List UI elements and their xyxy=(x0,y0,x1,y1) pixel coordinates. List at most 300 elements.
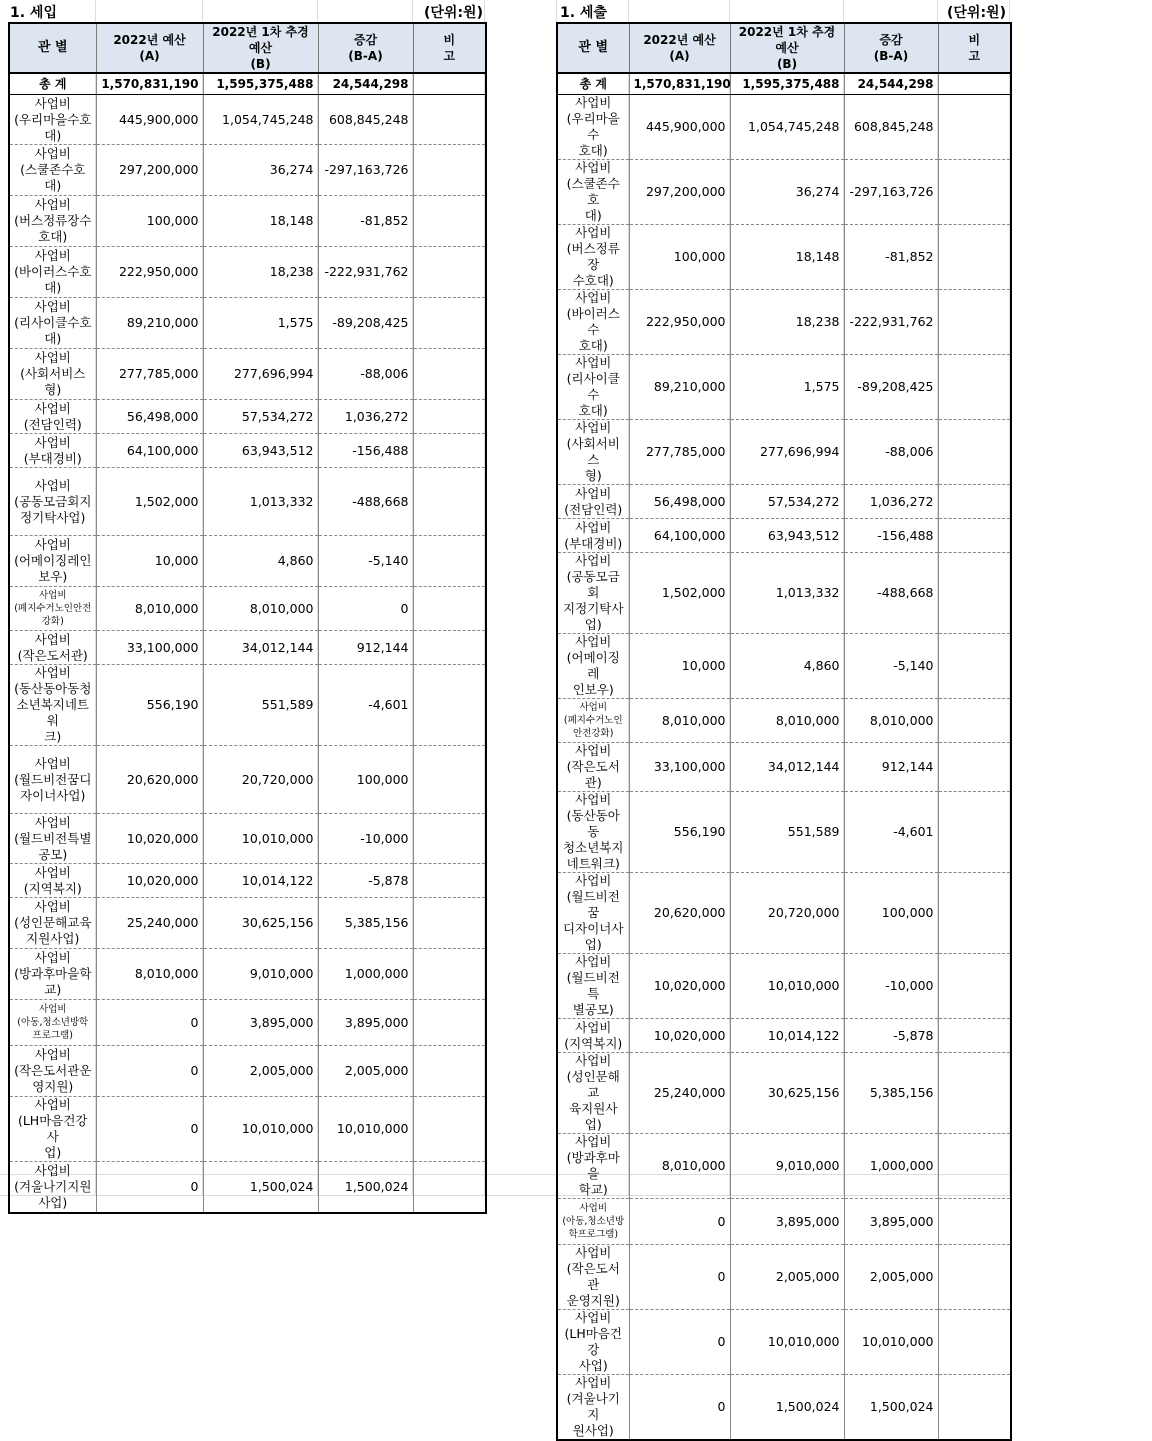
row-diff: 912,144 xyxy=(844,743,938,792)
row-category-line: 사업비 xyxy=(575,1245,612,1260)
row-category-line: 사업) xyxy=(578,1358,608,1373)
row-note xyxy=(938,792,1011,873)
row-category-line: (사회서비스형) xyxy=(20,366,86,397)
row-category-line: 크) xyxy=(44,729,62,744)
row-category xyxy=(9,95,96,145)
row-diff: -488,668 xyxy=(318,468,413,536)
row-note xyxy=(413,1097,486,1162)
table-row xyxy=(9,898,486,949)
row-note xyxy=(938,954,1011,1019)
row-revised: 20,720,000 xyxy=(203,746,318,814)
row-budget: 0 xyxy=(629,1375,730,1441)
row-revised: 63,943,512 xyxy=(203,434,318,468)
row-note xyxy=(413,898,486,949)
row-diff: -222,931,762 xyxy=(318,247,413,298)
row-category-line: 프로그램) xyxy=(32,1030,73,1041)
table-row xyxy=(9,814,486,864)
header-diff: 증감 (B-A) xyxy=(318,23,413,73)
row-budget: 277,785,000 xyxy=(629,420,730,485)
row-revised: 34,012,144 xyxy=(203,631,318,665)
row-budget: 64,100,000 xyxy=(629,519,730,553)
row-category-line: 사업비 xyxy=(575,485,612,501)
row-category xyxy=(9,434,96,468)
total-note xyxy=(413,73,486,95)
row-category xyxy=(557,420,629,485)
row-diff: 5,385,156 xyxy=(318,898,413,949)
table-row xyxy=(9,1046,486,1097)
row-diff: -5,878 xyxy=(318,864,413,898)
row-category-line: 지정기탁사 xyxy=(563,601,624,616)
row-revised: 1,500,024 xyxy=(203,1162,318,1213)
row-category-line: 사업비 xyxy=(34,755,71,771)
row-diff: 1,000,000 xyxy=(844,1134,938,1199)
header-category: 관 별 xyxy=(557,23,629,73)
row-category-line: 인보우) xyxy=(572,682,614,697)
row-budget: 277,785,000 xyxy=(96,349,203,400)
total-label: 총 계 xyxy=(9,73,96,95)
table-row xyxy=(557,485,1011,519)
row-budget: 89,210,000 xyxy=(96,298,203,349)
row-budget: 0 xyxy=(96,1046,203,1097)
row-category-line: (사회서비스 xyxy=(566,436,620,467)
row-category-line: 사업비 xyxy=(575,553,612,568)
row-note xyxy=(413,949,486,1000)
row-category-line: 지원사업) xyxy=(26,931,80,946)
row-revised: 4,860 xyxy=(203,536,318,587)
table-row xyxy=(9,1162,486,1213)
row-budget: 445,900,000 xyxy=(96,95,203,145)
row-category-line: 사업비 xyxy=(34,864,71,880)
row-diff: -10,000 xyxy=(844,954,938,1019)
row-budget: 8,010,000 xyxy=(96,949,203,1000)
row-category-line: 호대) xyxy=(578,403,608,418)
row-revised: 10,010,000 xyxy=(730,954,844,1019)
row-note xyxy=(938,519,1011,553)
row-revised: 3,895,000 xyxy=(730,1199,844,1245)
row-note xyxy=(413,468,486,536)
row-category xyxy=(9,587,96,631)
table-row xyxy=(9,434,486,468)
row-note xyxy=(938,1375,1011,1441)
header-revised: 2022년 1차 추경예산 (B) xyxy=(730,23,844,73)
row-category-line: 사업비 xyxy=(575,160,612,175)
row-category xyxy=(557,954,629,1019)
row-revised: 9,010,000 xyxy=(203,949,318,1000)
row-category xyxy=(9,349,96,400)
row-category-line: 사업비 xyxy=(34,248,71,263)
row-category-line: 사업비 xyxy=(34,950,71,965)
total-revised: 1,595,375,488 xyxy=(730,73,844,95)
row-category xyxy=(557,1245,629,1310)
table-row xyxy=(557,1375,1011,1441)
row-category-line: 호대) xyxy=(578,338,608,353)
row-category-line: 학프로그램) xyxy=(568,1229,619,1240)
row-note xyxy=(413,1046,486,1097)
row-budget: 64,100,000 xyxy=(96,434,203,468)
row-revised: 4,860 xyxy=(730,634,844,699)
row-category-line: (방과후마을학 xyxy=(14,966,92,981)
row-diff: -81,852 xyxy=(844,225,938,290)
row-revised: 10,010,000 xyxy=(730,1310,844,1375)
row-category-line: (어메이징레 xyxy=(566,650,620,681)
expenditure-table xyxy=(556,22,1012,1441)
row-diff: -222,931,762 xyxy=(844,290,938,355)
row-category-line: 사업비 xyxy=(34,434,71,450)
row-budget: 222,950,000 xyxy=(629,290,730,355)
row-category-line: (리사이클수 xyxy=(566,371,620,402)
row-revised: 18,238 xyxy=(203,247,318,298)
row-revised: 551,589 xyxy=(730,792,844,873)
row-budget: 8,010,000 xyxy=(96,587,203,631)
row-category-line: (월드비전꿈 xyxy=(566,889,620,920)
row-note xyxy=(413,631,486,665)
row-category-line: 사업비 xyxy=(34,197,71,212)
row-revised: 18,148 xyxy=(730,225,844,290)
row-budget: 556,190 xyxy=(629,792,730,873)
table-row xyxy=(557,1019,1011,1053)
table-row xyxy=(557,1134,1011,1199)
row-diff: -488,668 xyxy=(844,553,938,634)
row-category-line: 사업비 xyxy=(34,814,71,830)
table-row xyxy=(557,1199,1011,1245)
row-category xyxy=(9,814,96,864)
table-row xyxy=(557,420,1011,485)
row-category-line: 형) xyxy=(584,468,602,483)
row-category-line: (공동모금회지 xyxy=(14,493,92,509)
row-category-line: (LH마음건강 xyxy=(564,1326,622,1357)
row-revised: 34,012,144 xyxy=(730,743,844,792)
row-category xyxy=(9,1162,96,1213)
row-note xyxy=(413,400,486,434)
row-revised: 1,500,024 xyxy=(730,1375,844,1441)
row-category xyxy=(9,631,96,665)
table-row xyxy=(557,873,1011,954)
row-budget: 25,240,000 xyxy=(96,898,203,949)
table-row xyxy=(9,349,486,400)
row-note xyxy=(413,349,486,400)
row-note xyxy=(938,699,1011,743)
row-category-line: (겨울나기지원 xyxy=(14,1178,92,1194)
row-category-line: (리사이클수호 xyxy=(14,315,92,330)
row-note xyxy=(413,298,486,349)
row-category-line: (방과후마을 xyxy=(566,1150,620,1181)
row-category-line: (작은도서관) xyxy=(17,647,88,663)
row-note xyxy=(938,160,1011,225)
row-diff: 1,500,024 xyxy=(844,1375,938,1441)
row-category-line: 사업비 xyxy=(575,954,612,969)
row-revised: 36,274 xyxy=(730,160,844,225)
row-diff: -89,208,425 xyxy=(844,355,938,420)
row-revised: 3,895,000 xyxy=(203,1000,318,1046)
header-budget: 2022년 예산 (A) xyxy=(96,23,203,73)
row-note xyxy=(938,95,1011,160)
table-row xyxy=(557,1310,1011,1375)
table-row xyxy=(557,519,1011,553)
row-budget: 1,502,000 xyxy=(629,553,730,634)
row-category-line: (아동,청소년방 xyxy=(562,1216,625,1227)
row-budget: 8,010,000 xyxy=(629,699,730,743)
row-revised: 30,625,156 xyxy=(730,1053,844,1134)
row-category-line: (바이러스수호 xyxy=(14,264,92,279)
row-category-line: (월드비전특별 xyxy=(14,830,92,846)
row-note xyxy=(413,434,486,468)
row-revised: 57,534,272 xyxy=(203,400,318,434)
table-row xyxy=(9,1000,486,1046)
row-category-line: 원사업) xyxy=(572,1423,614,1438)
row-category-line: 호대) xyxy=(578,143,608,158)
table-row xyxy=(9,631,486,665)
row-diff: -4,601 xyxy=(318,665,413,746)
row-category-line: 대) xyxy=(44,331,62,346)
row-revised: 2,005,000 xyxy=(730,1245,844,1310)
row-diff: 100,000 xyxy=(318,746,413,814)
row-revised: 10,010,000 xyxy=(203,1097,318,1162)
total-note xyxy=(938,73,1011,95)
row-category xyxy=(9,196,96,247)
row-budget: 1,502,000 xyxy=(96,468,203,536)
row-diff: 3,895,000 xyxy=(844,1199,938,1245)
table-row xyxy=(9,665,486,746)
table-row xyxy=(9,587,486,631)
row-diff: 0 xyxy=(318,587,413,631)
row-diff: -5,140 xyxy=(318,536,413,587)
row-category-line: 사업비 xyxy=(579,702,608,713)
row-budget: 20,620,000 xyxy=(629,873,730,954)
row-category xyxy=(557,743,629,792)
row-revised: 20,720,000 xyxy=(730,873,844,954)
row-category-line: (부대경비) xyxy=(23,450,82,466)
row-category xyxy=(9,1000,96,1046)
row-budget: 0 xyxy=(96,1000,203,1046)
row-budget: 100,000 xyxy=(629,225,730,290)
row-category xyxy=(9,1046,96,1097)
row-budget: 556,190 xyxy=(96,665,203,746)
row-budget: 445,900,000 xyxy=(629,95,730,160)
row-budget: 0 xyxy=(96,1162,203,1213)
row-diff: 2,005,000 xyxy=(844,1245,938,1310)
row-revised: 8,010,000 xyxy=(203,587,318,631)
row-note xyxy=(413,145,486,196)
row-category-line: 대) xyxy=(584,208,602,223)
row-budget: 10,000 xyxy=(629,634,730,699)
row-note xyxy=(413,587,486,631)
table-row xyxy=(557,1053,1011,1134)
row-note xyxy=(413,1000,486,1046)
row-note xyxy=(938,1019,1011,1053)
row-revised: 10,014,122 xyxy=(203,864,318,898)
total-budget: 1,570,831,190 xyxy=(629,73,730,95)
table-row xyxy=(557,95,1011,160)
row-category xyxy=(557,355,629,420)
header-note: 비 고 xyxy=(413,23,486,73)
row-category-line: 사업비 xyxy=(38,1004,67,1015)
row-category-line: 수호대) xyxy=(572,273,614,288)
row-category xyxy=(9,247,96,298)
row-category-line: (전담인력) xyxy=(564,501,623,517)
row-diff: 1,036,272 xyxy=(318,400,413,434)
row-budget: 89,210,000 xyxy=(629,355,730,420)
row-note xyxy=(938,420,1011,485)
row-revised: 18,238 xyxy=(730,290,844,355)
row-revised: 18,148 xyxy=(203,196,318,247)
row-revised: 63,943,512 xyxy=(730,519,844,553)
row-note xyxy=(413,864,486,898)
total-revised: 1,595,375,488 xyxy=(203,73,318,95)
row-category-line: 사업비 xyxy=(575,743,612,758)
row-diff: 608,845,248 xyxy=(318,95,413,145)
row-category xyxy=(557,290,629,355)
row-note xyxy=(938,485,1011,519)
table-row xyxy=(9,1097,486,1162)
row-category xyxy=(9,298,96,349)
table-header-row xyxy=(557,23,1011,73)
table-row xyxy=(557,225,1011,290)
row-category-line: 사업비 xyxy=(34,299,71,314)
row-budget: 0 xyxy=(96,1097,203,1162)
row-diff: -297,163,726 xyxy=(844,160,938,225)
row-category-line: (전담인력) xyxy=(23,416,82,432)
row-revised: 1,575 xyxy=(203,298,318,349)
row-category-line: 사업비 xyxy=(575,1053,612,1068)
row-category xyxy=(9,400,96,434)
row-category xyxy=(557,1199,629,1245)
row-category-line: 사업비 xyxy=(575,95,612,110)
row-diff: 10,010,000 xyxy=(844,1310,938,1375)
row-category-line: 사업비 xyxy=(34,537,71,552)
table-row xyxy=(9,196,486,247)
row-category-line: 사업비 xyxy=(575,355,612,370)
row-category-line: 대) xyxy=(44,127,62,143)
row-category xyxy=(9,536,96,587)
row-category-line: 사업비 xyxy=(34,631,71,647)
table-row xyxy=(9,400,486,434)
table-row xyxy=(557,743,1011,792)
table-row xyxy=(9,536,486,587)
row-diff: -10,000 xyxy=(318,814,413,864)
row-revised: 57,534,272 xyxy=(730,485,844,519)
row-category xyxy=(9,1097,96,1162)
table-row xyxy=(9,298,486,349)
row-category-line: 사업비 xyxy=(34,899,71,914)
row-category xyxy=(557,1375,629,1441)
row-category-line: 사업) xyxy=(38,1194,68,1210)
row-budget: 10,020,000 xyxy=(96,864,203,898)
row-diff: -5,878 xyxy=(844,1019,938,1053)
row-diff: 1,500,024 xyxy=(318,1162,413,1213)
row-revised: 36,274 xyxy=(203,145,318,196)
row-category-line: 사업비 xyxy=(34,400,71,416)
row-category-line: (성인문해교 xyxy=(566,1069,620,1100)
table-row xyxy=(557,290,1011,355)
row-category-line: (아동,청소년방학 xyxy=(17,1017,89,1028)
row-budget: 222,950,000 xyxy=(96,247,203,298)
row-diff: 912,144 xyxy=(318,631,413,665)
row-category-line: 자이너사업) xyxy=(20,787,86,803)
row-category-line: 학교) xyxy=(578,1182,608,1197)
row-note xyxy=(938,553,1011,634)
row-category-line: 사업비 xyxy=(575,519,612,535)
header-revised: 2022년 1차 추경예산 (B) xyxy=(203,23,318,73)
row-category-line: (작은도서관 xyxy=(566,1261,620,1292)
row-note xyxy=(938,873,1011,954)
row-note xyxy=(413,95,486,145)
total-diff: 24,544,298 xyxy=(844,73,938,95)
row-budget: 0 xyxy=(629,1245,730,1310)
row-category-line: 사업비 xyxy=(575,1134,612,1149)
row-revised: 1,575 xyxy=(730,355,844,420)
table-row xyxy=(557,792,1011,873)
row-diff: 1,000,000 xyxy=(318,949,413,1000)
row-category-line: 사업비 xyxy=(575,1310,612,1325)
row-category-line: 보우) xyxy=(38,569,68,584)
row-note xyxy=(938,634,1011,699)
row-category-line: (동산동아동 xyxy=(566,808,620,839)
table-row xyxy=(557,160,1011,225)
row-category xyxy=(557,95,629,160)
row-category-line: (버스정류장수 xyxy=(14,213,92,228)
row-note xyxy=(938,1310,1011,1375)
row-category-line: 영지원) xyxy=(32,1079,74,1094)
total-label: 총 계 xyxy=(557,73,629,95)
row-note xyxy=(413,665,486,746)
row-budget: 8,010,000 xyxy=(629,1134,730,1199)
row-category-line: 업) xyxy=(44,1145,62,1160)
row-diff: -89,208,425 xyxy=(318,298,413,349)
table-row xyxy=(9,95,486,145)
row-category xyxy=(9,949,96,1000)
total-row xyxy=(557,73,1011,95)
row-category-line: (우리마을수호 xyxy=(14,111,92,127)
row-diff: 1,036,272 xyxy=(844,485,938,519)
row-category-line: 사업비 xyxy=(34,1047,71,1062)
row-budget: 10,020,000 xyxy=(629,954,730,1019)
row-category-line: (버스정류장 xyxy=(566,241,620,272)
row-category-line: 사업비 xyxy=(34,665,71,680)
row-budget: 0 xyxy=(629,1199,730,1245)
row-category-line: 사업비 xyxy=(579,1203,608,1214)
row-revised: 1,054,745,248 xyxy=(730,95,844,160)
row-budget: 56,498,000 xyxy=(96,400,203,434)
table-row xyxy=(9,247,486,298)
row-category-line: 강화) xyxy=(41,616,64,627)
revenue-table xyxy=(8,22,487,1214)
header-diff: 증감 (B-A) xyxy=(844,23,938,73)
row-diff: -5,140 xyxy=(844,634,938,699)
row-category-line: 사업비 xyxy=(575,1375,612,1390)
row-category xyxy=(557,1053,629,1134)
row-category xyxy=(557,160,629,225)
row-category-line: 사업비 xyxy=(575,225,612,240)
row-category-line: 사업비 xyxy=(34,95,71,111)
row-category-line: 네트워크) xyxy=(566,856,620,871)
row-diff: -81,852 xyxy=(318,196,413,247)
row-category-line: (성인문해교육 xyxy=(14,915,92,930)
row-category-line: (스쿨존수호대) xyxy=(20,162,86,193)
row-category-line: 사업비 xyxy=(575,1019,612,1035)
row-note xyxy=(938,743,1011,792)
row-category xyxy=(557,873,629,954)
row-category-line: (작은도서관운 xyxy=(14,1063,92,1078)
row-category-line: 정기탁사업) xyxy=(20,509,86,525)
row-note xyxy=(413,814,486,864)
row-category-line: (작은도서관) xyxy=(566,759,620,790)
row-budget: 20,620,000 xyxy=(96,746,203,814)
row-budget: 33,100,000 xyxy=(96,631,203,665)
row-category-line: 안전강화) xyxy=(573,728,614,739)
table-row xyxy=(557,634,1011,699)
row-revised: 2,005,000 xyxy=(203,1046,318,1097)
table-header-row xyxy=(9,23,486,73)
